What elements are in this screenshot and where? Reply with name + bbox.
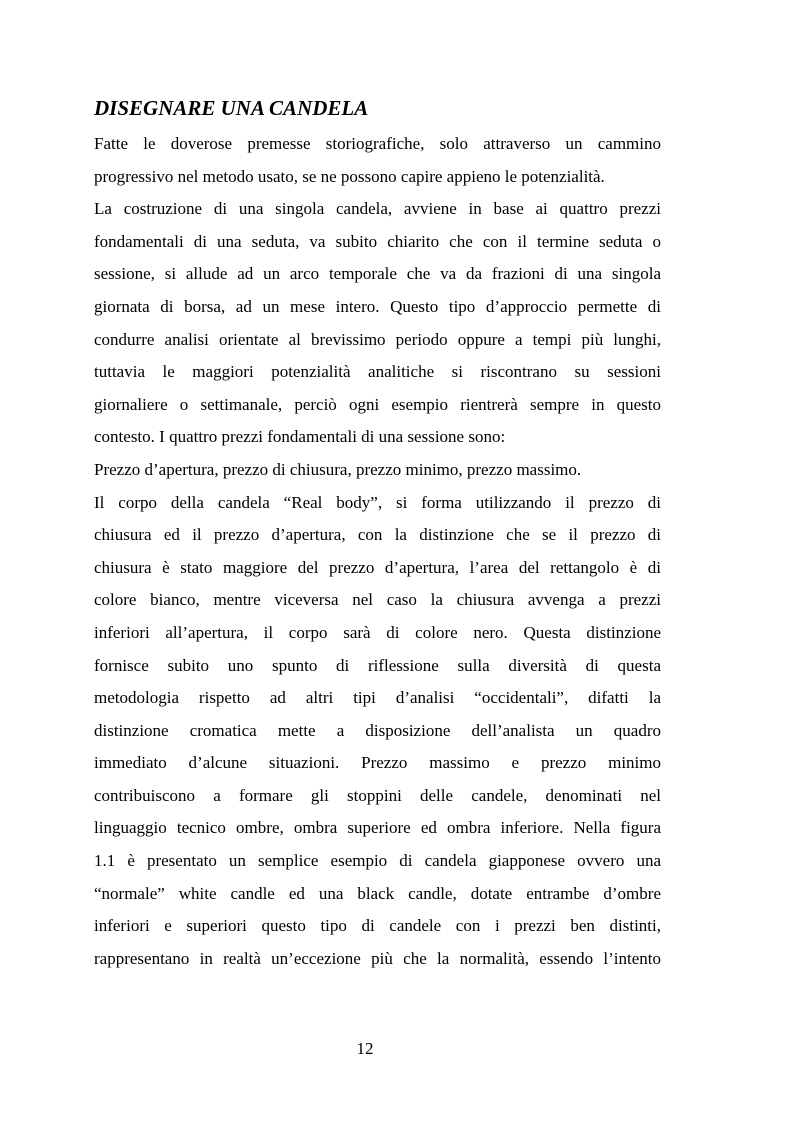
text-line: contribuiscono a formare gli stoppini delle candele, denominati nel (94, 785, 661, 805)
text-line: tuttavia le maggiori potenzialità analitiche si riscontrano su sessioni (94, 362, 661, 382)
text-line: distinzione cromatica mette a disposizione dell’analista un quadro (94, 720, 661, 740)
text-line: inferiori all’apertura, il corpo sarà di colore nero. Questa distinzione (94, 622, 661, 642)
text-line: fornisce subito uno spunto di riflessione sulla diversità di questa (94, 655, 661, 675)
text-line: colore bianco, mentre viceversa nel caso la chiusura avvenga a prezzi (94, 590, 661, 610)
text-line: inferiori e superiori questo tipo di candele con i prezzi ben distinti, (94, 916, 661, 936)
page-number: 12 (356, 1039, 374, 1058)
body-text (94, 128, 661, 975)
text-line: rappresentano in realtà un’eccezione più che la normalità, essendo l’intento (94, 948, 661, 968)
text-line: progressivo nel metodo usato, se ne possono capire appieno le potenzialità. (94, 166, 605, 186)
text-line: giornaliere o settimanale, perciò ogni esempio rientrerà sempre in questo (94, 394, 661, 414)
text-line: Il corpo della candela “Real body”, si forma utilizzando il prezzo di (94, 492, 661, 512)
text-line: “normale” white candle ed una black candle, dotate entrambe d’ombre (94, 883, 661, 903)
text-line: linguaggio tecnico ombre, ombra superiore ed ombra inferiore. Nella figura (94, 818, 661, 838)
text-line: Fatte le doverose premesse storiografiche, solo attraverso un cammino (94, 134, 661, 153)
text-line: La costruzione di una singola candela, avviene in base ai quattro prezzi (94, 199, 661, 219)
text-line: contesto. I quattro prezzi fondamentali di una sessione sono: (94, 427, 506, 447)
text-line: metodologia rispetto ad altri tipi d’analisi “occidentali”, difatti la (94, 688, 661, 708)
text-line: 1.1 è presentato un semplice esempio di candela giapponese ovvero una (94, 851, 661, 871)
text-line: condurre analisi orientate al brevissimo periodo oppure a tempi più lunghi, (94, 329, 661, 349)
text-line: chiusura ed il prezzo d’apertura, con la distinzione che se il prezzo di (94, 525, 661, 545)
text-line: sessione, si allude ad un arco temporale che va da frazioni di una singola (94, 264, 661, 284)
text-line: chiusura è stato maggiore del prezzo d’apertura, l’area del rettangolo è di (94, 557, 661, 577)
text-line: immediato d’alcune situazioni. Prezzo massimo e prezzo minimo (94, 753, 661, 773)
text-line: giornata di borsa, ad un mese intero. Questo tipo d’approccio permette di (94, 296, 661, 316)
text-line: Prezzo d’apertura, prezzo di chiusura, prezzo minimo, prezzo massimo. (94, 459, 582, 479)
section-heading: DISEGNARE UNA CANDELA (94, 96, 369, 120)
text-line: fondamentali di una seduta, va subito chiarito che con il termine seduta o (94, 231, 661, 251)
